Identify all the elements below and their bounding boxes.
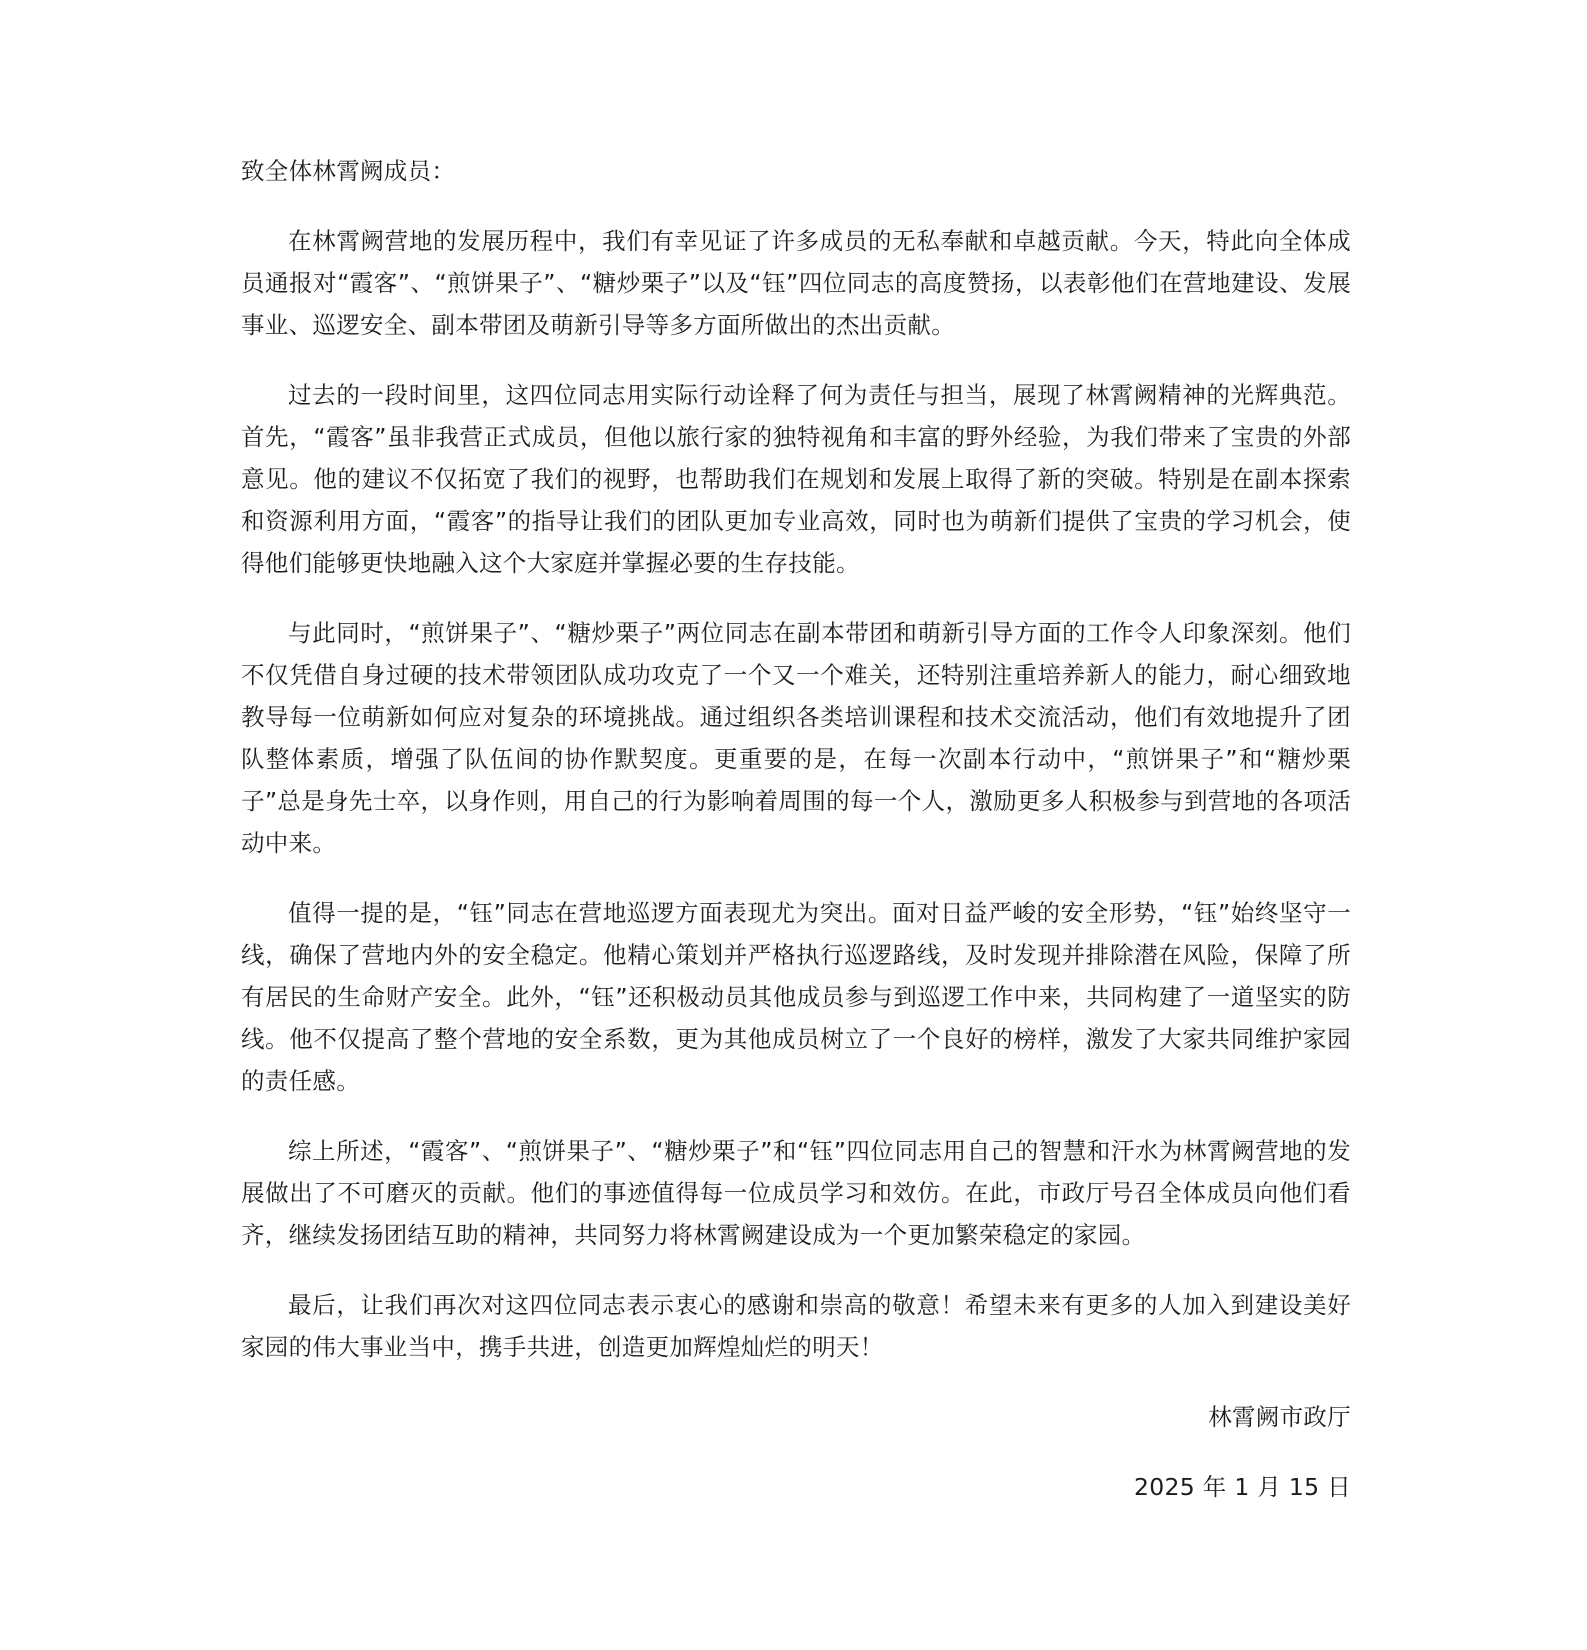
- salutation: 致全体林霄阙成员：: [241, 157, 456, 185]
- paragraph-xiake: 过去的一段时间里，这四位同志用实际行动诠释了何为责任与担当，展现了林霄阙精神的光辉典范。首先，“霞客”虽非我营正式成员，但他以旅行家的独特视角和丰富的野外经验，为我们带来了宝贵的外部意见。他的建议不仅拓宽了我们的视野，也帮助我们在规划和发展上取得了新的突破。特别是在副本探索和资源利用方面，“霞客”的指导让我们的团队更加专业高效，同时也为萌新们提供了宝贵的学习机会，使得他们能够更快地融入这个大家庭并掌握必要的生存技能。: [241, 381, 1351, 577]
- signature: 林霄阙市政厅: [1208, 1403, 1351, 1431]
- paragraph-jianbing-tangchao: 与此同时，“煎饼果子”、“糖炒栗子”两位同志在副本带团和萌新引导方面的工作令人印象深刻。他们不仅凭借自身过硬的技术带领团队成功攻克了一个又一个难关，还特别注重培养新人的能力，耐心细致地教导每一位萌新如何应对复杂的环境挑战。通过组织各类培训课程和技术交流活动，他们有效地提升了团队整体素质，增强了队伍间的协作默契度。更重要的是，在每一次副本行动中，“煎饼果子”和“糖炒栗子”总是身先士卒，以身作则，用自己的行为影响着周围的每一个人，激励更多人积极参与到营地的各项活动中来。: [241, 619, 1351, 857]
- paragraph-summary: 综上所述，“霞客”、“煎饼果子”、“糖炒栗子”和“钰”四位同志用自己的智慧和汗水为林霄阙营地的发展做出了不可磨灭的贡献。他们的事迹值得每一位成员学习和效仿。在此，市政厅号召全体成员向他们看齐，继续发扬团结互助的精神，共同努力将林霄阙建设成为一个更加繁荣稳定的家园。: [241, 1137, 1351, 1249]
- paragraph-introduction: 在林霄阙营地的发展历程中，我们有幸见证了许多成员的无私奉献和卓越贡献。今天，特此向全体成员通报对“霞客”、“煎饼果子”、“糖炒栗子”以及“钰”四位同志的高度赞扬，以表彰他们在营地建设、发展事业、巡逻安全、副本带团及萌新引导等多方面所做出的杰出贡献。: [241, 227, 1351, 339]
- date: 2025 年 1 月 15 日: [1133, 1473, 1351, 1501]
- paragraph-closing: 最后，让我们再次对这四位同志表示衷心的感谢和崇高的敬意！希望未来有更多的人加入到建设美好家园的伟大事业当中，携手共进，创造更加辉煌灿烂的明天！: [241, 1291, 1351, 1361]
- letter-body: [241, 150, 1351, 1508]
- paragraph-yu: 值得一提的是，“钰”同志在营地巡逻方面表现尤为突出。面对日益严峻的安全形势，“钰”始终坚守一线，确保了营地内外的安全稳定。他精心策划并严格执行巡逻路线，及时发现并排除潜在风险，保障了所有居民的生命财产安全。此外，“钰”还积极动员其他成员参与到巡逻工作中来，共同构建了一道坚实的防线。他不仅提高了整个营地的安全系数，更为其他成员树立了一个良好的榜样，激发了大家共同维护家园的责任感。: [241, 899, 1351, 1095]
